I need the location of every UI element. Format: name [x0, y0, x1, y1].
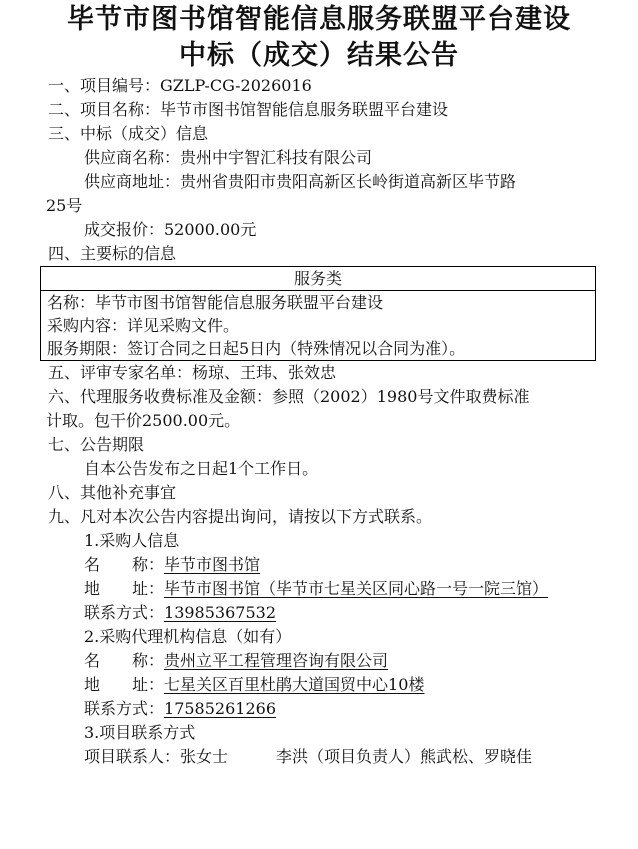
subject-name: 名称：毕节市图书馆智能信息服务联盟平台建设	[47, 293, 384, 312]
section-agency-fee: 六、代理服务收费标准及金额：参照（2002）1980号文件取费标准	[48, 387, 530, 406]
agency-contact-label: 联系方式：	[84, 699, 165, 718]
section-main-subject: 四、主要标的信息	[48, 244, 177, 263]
section-other-matters: 八、其他补充事宜	[48, 483, 177, 502]
section-project-number: 一、项目编号：GZLP-CG-2026016	[48, 76, 312, 95]
section-notice-period: 七、公告期限	[48, 435, 145, 454]
title-line-1: 毕节市图书馆智能信息服务联盟平台建设	[67, 4, 571, 35]
subject-table-header: 服务类	[41, 267, 595, 291]
title-line-2: 中标（成交）结果公告	[179, 40, 459, 71]
agency-address: 七星关区百里杜鹃大道国贸中心10楼	[164, 675, 425, 694]
agency-name-label: 名 称：	[84, 651, 165, 670]
purchaser-name: 毕节市图书馆	[164, 555, 261, 574]
subject-content: 采购内容：详见采购文件。	[47, 316, 240, 335]
subject-info-table	[40, 266, 596, 361]
notice-period-body: 自本公告发布之日起1个工作日。	[84, 459, 319, 478]
agency-name: 贵州立平工程管理咨询有限公司	[164, 651, 389, 670]
purchaser-address: 毕节市图书馆	[164, 579, 261, 598]
subject-period: 服务期限：签订合同之日起5日内（特殊情况以合同为准）。	[47, 339, 466, 358]
section-agency-fee-cont: 计取。包干价2500.00元。	[46, 411, 241, 430]
agency-address-label: 地 址：	[84, 675, 165, 694]
project-contact-line: 项目联系人：张女士 李洪（项目负责人）熊武松、罗晓佳	[84, 747, 533, 766]
purchaser-contact: 13985367532	[164, 603, 276, 622]
supplier-address: 供应商地址：贵州省贵阳市贵阳高新区长岭街道高新区毕节路	[84, 172, 517, 191]
agency-address-row	[48, 673, 608, 697]
notice-body-2	[48, 361, 608, 769]
award-price: 成交报价：52000.00元	[84, 220, 257, 239]
purchaser-contact-label: 联系方式：	[84, 603, 165, 622]
purchaser-name-label: 名 称：	[84, 555, 165, 574]
supplier-name: 供应商名称：贵州中宇智汇科技有限公司	[84, 148, 373, 167]
project-contact-heading: 3.项目联系方式	[84, 723, 196, 742]
purchaser-address-row	[48, 577, 608, 601]
section-award-info: 三、中标（成交）信息	[48, 124, 209, 143]
supplier-address-cont: 25号	[46, 196, 83, 215]
purchaser-address-label: 地 址：	[84, 579, 165, 598]
agency-name-row	[48, 649, 608, 673]
purchaser-contact-row	[48, 601, 608, 625]
agency-heading: 2.采购代理机构信息（如有）	[84, 627, 292, 646]
purchaser-name-row	[48, 553, 608, 577]
section-experts: 五、评审专家名单：杨琼、王玮、张效忠	[48, 363, 337, 382]
purchaser-address-detail: （毕节市七星关区同心路一号一院三馆）	[260, 579, 549, 598]
agency-contact: 17585261266	[164, 699, 276, 718]
notice-body	[48, 74, 608, 266]
section-contact: 九、凡对本次公告内容提出询问，请按以下方式联系。	[48, 507, 433, 526]
section-project-name: 二、项目名称：毕节市图书馆智能信息服务联盟平台建设	[48, 100, 449, 119]
agency-contact-row	[48, 697, 608, 721]
purchaser-heading: 1.采购人信息	[84, 531, 180, 550]
